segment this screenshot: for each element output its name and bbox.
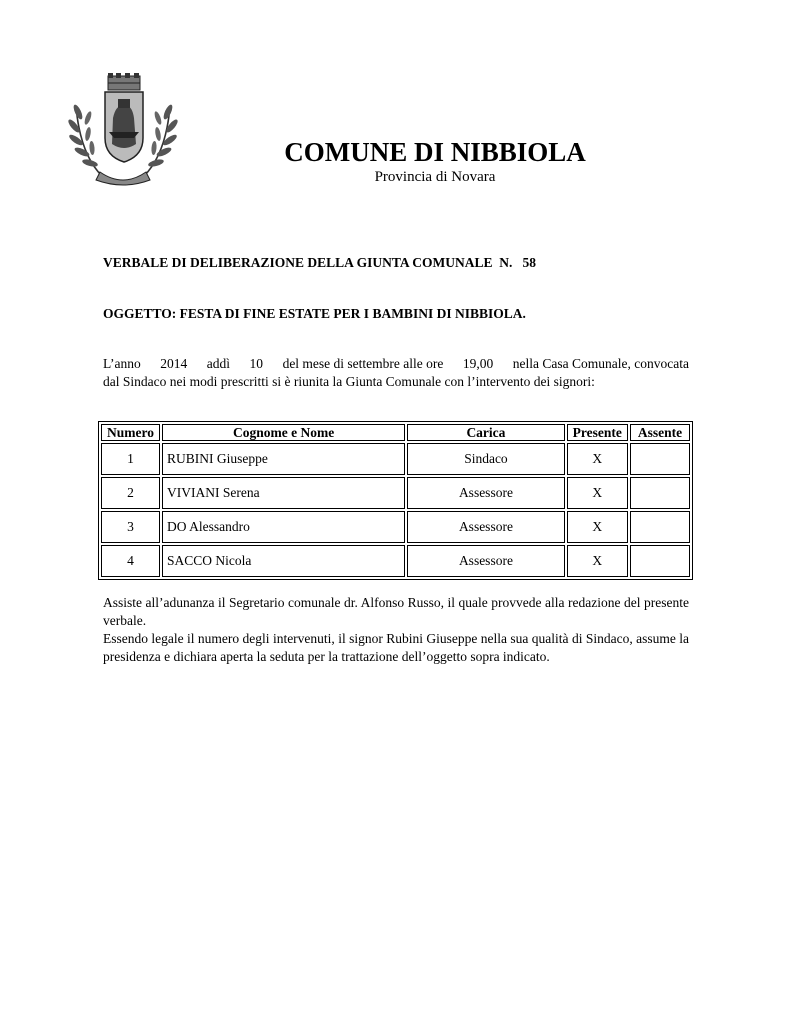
intro-year: 2014 bbox=[160, 356, 188, 371]
header-presente: Presente bbox=[567, 424, 628, 441]
cell-carica: Assessore bbox=[407, 511, 564, 543]
intro-segment: del mese di settembre alle ore bbox=[282, 356, 444, 371]
closing-paragraph-presidency: Essendo legale il numero degli intervenuti, il signor Rubini Giuseppe nella sua qualità di Sindaco, assume la presidenza e dichiara aperta la seduta per la trattazione dell’oggetto sopra indicato. bbox=[103, 631, 689, 664]
header-carica: Carica bbox=[407, 424, 564, 441]
cell-numero: 1 bbox=[101, 443, 160, 475]
cell-presente: X bbox=[567, 443, 628, 475]
intro-segment: L’anno bbox=[103, 356, 141, 371]
cell-assente bbox=[630, 511, 690, 543]
header-cognome-nome: Cognome e Nome bbox=[162, 424, 405, 441]
cell-carica: Sindaco bbox=[407, 443, 564, 475]
cell-assente bbox=[630, 443, 690, 475]
table-row bbox=[101, 443, 690, 475]
cell-carica: Assessore bbox=[407, 545, 564, 577]
intro-line-1 bbox=[103, 355, 689, 373]
cell-nome: RUBINI Giuseppe bbox=[162, 443, 405, 475]
intro-day: 10 bbox=[249, 356, 264, 371]
cell-assente bbox=[630, 477, 690, 509]
cell-carica: Assessore bbox=[407, 477, 564, 509]
closing-paragraph-secretary: Assiste all’adunanza il Segretario comunale dr. Alfonso Russo, il quale provvede alla redazione del presente verbale. bbox=[103, 595, 689, 628]
intro-time: 19,00 bbox=[462, 356, 494, 371]
intro-segment: addì bbox=[206, 356, 231, 371]
cell-numero: 4 bbox=[101, 545, 160, 577]
cell-nome: VIVIANI Serena bbox=[162, 477, 405, 509]
municipal-coat-of-arms-icon bbox=[64, 72, 182, 188]
province-subtitle: Provincia di Novara bbox=[374, 169, 496, 185]
oggetto-heading: OGGETTO: FESTA DI FINE ESTATE PER I BAMBINI DI NIBBIOLA. bbox=[103, 306, 526, 321]
table-row bbox=[101, 477, 690, 509]
cell-presente: X bbox=[567, 511, 628, 543]
closing-text bbox=[103, 594, 689, 666]
table-row bbox=[101, 545, 690, 577]
intro-line-2: dal Sindaco nei modi prescritti si è riunita la Giunta Comunale con l’intervento dei signori: bbox=[103, 374, 595, 389]
cell-numero: 3 bbox=[101, 511, 160, 543]
header-numero: Numero bbox=[101, 424, 160, 441]
intro-paragraph bbox=[103, 355, 689, 391]
table-header-row bbox=[101, 424, 690, 441]
cell-nome: SACCO Nicola bbox=[162, 545, 405, 577]
cell-presente: X bbox=[567, 477, 628, 509]
document-header bbox=[260, 136, 610, 186]
cell-numero: 2 bbox=[101, 477, 160, 509]
cell-presente: X bbox=[567, 545, 628, 577]
header-assente: Assente bbox=[630, 424, 690, 441]
cell-assente bbox=[630, 545, 690, 577]
cell-nome: DO Alessandro bbox=[162, 511, 405, 543]
municipality-title: COMUNE DI NIBBIOLA bbox=[284, 137, 586, 167]
table-row bbox=[101, 511, 690, 543]
intro-segment: nella Casa Comunale, convocata bbox=[512, 356, 689, 371]
verbale-heading: VERBALE DI DELIBERAZIONE DELLA GIUNTA COMUNALE N. 58 bbox=[103, 255, 536, 270]
members-table bbox=[98, 421, 693, 580]
